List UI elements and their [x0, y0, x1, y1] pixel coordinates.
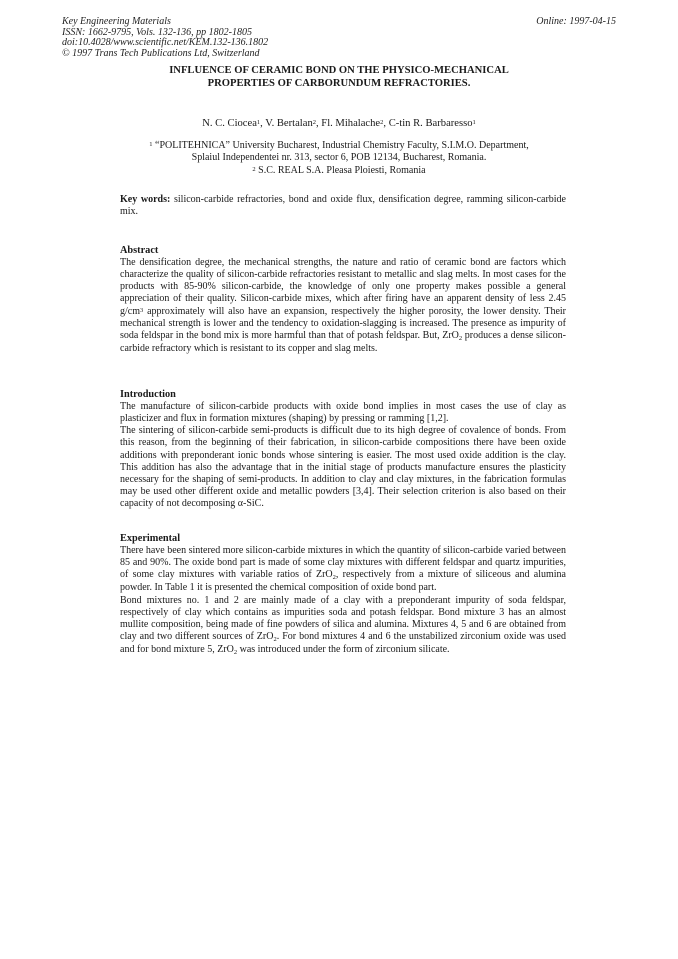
author-3: Fl. Mihalache$^2$,: [321, 118, 389, 129]
paper-title: [90, 65, 588, 90]
affiliations: [90, 140, 588, 177]
affiliation-1-line-1: $^1$ “POLITEHNICA” University Bucharest, Industrial Chemistry Faculty, S.I.M.O. Department,: [149, 140, 529, 151]
introduction-paragraph-1: The manufacture of silicon-carbide products with oxide bond implies in most cases the use of clay as plasticizer and flux in formation mixtures (shaping) by pressing or ramming [1,2].: [120, 401, 566, 425]
keywords: [120, 194, 566, 218]
copyright-line: © 1997 Trans Tech Publications Ltd, Switzerland: [62, 47, 260, 59]
affiliation-1-line-2: Splaiul Independentei nr. 313, sector 6, POB 12134, Bucharest, Romania.: [191, 152, 487, 164]
publication-metadata: [62, 17, 268, 59]
abstract-text: The densification degree, the mechanical strengths, the nature and ratio of ceramic bond are factors which characterize the quality of silicon-carbide refractories resistant to metallic and slag melts. In most cases for the products with 85-90% silicon-carbide, the knowledge of only one property makes possible a general appreciation of their quality. Silicon-carbide mixes, which after firing have an apparent density of less 2.45 $g/cm^3$ approximately will also have an expansion, respectively the higher porosity, the lower density. Their mechanical strength is lower and the tendency to oxidation-slagging is increased. The presence as impurity of soda feldspar in the bond mix is more harmful than that of potash feldspar. But, ZrO$_2$ produces a dense silicon-carbide refractory which is resistant to its copper and slag melts.: [120, 257, 566, 355]
abstract-heading: Abstract: [120, 245, 159, 256]
issn-line: ISSN: 1662-9795, Vols. 132-136, pp 1802-1805: [62, 26, 252, 38]
online-date: Online: 1997-04-15: [536, 16, 616, 27]
affiliation-2: $^2$ S.C. REAL S.A. Pleasa Ploiesti, Romania: [252, 164, 426, 176]
journal-name: Key Engineering Materials: [62, 16, 171, 27]
author-1: N. C. Ciocea$^1$,: [202, 118, 266, 129]
experimental-paragraph-2: Bond mixtures no. 1 and 2 are mainly made of a clay with a preponderant impurity of soda feldspar, respectively of clay which contains as impurities soda and potash feldspar. Bond mixture 3 has an almost mullite composition, being made of fine powders of silica and alumina. Mixtures 4, 5 and 6 are obtained from clay and two different sources of ZrO$_2$. For bond mixtures 4 and 6 the unstabilized zirconium oxide was used and for bond mixture 5, ZrO$_2$ was introduced under the form of zirconium silicate.: [120, 594, 566, 657]
title-line-1: INFLUENCE OF CERAMIC BOND ON THE PHYSICO-MECHANICAL: [169, 65, 509, 76]
experimental-heading: Experimental: [120, 533, 181, 544]
author-2: V. Bertalan$^2$,: [265, 118, 322, 129]
keywords-label: Key words:: [120, 194, 171, 205]
doi-line: doi:10.4028/www.scientific.net/KEM.132-136.1802: [62, 37, 269, 48]
author-4: C-tin R. Barbaresso$^1$: [388, 118, 476, 129]
experimental-paragraph-1: There have been sintered more silicon-carbide mixtures in which the quantity of silicon-carbide varied between 85 and 90%. The oxide bond part is made of some clay mixtures with different feldspar and quartz impurities, of some clay mixtures with variable ratios of ZrO$_2$, respectively from a mixture of siliceous and alumina powder. In Table 1 it is presented the chemical composition of oxide bond part.: [120, 545, 566, 594]
title-line-2: PROPERTIES OF CARBORUNDUM REFRACTORIES.: [207, 77, 471, 89]
introduction-section: [120, 389, 566, 510]
introduction-paragraph-2: The sintering of silicon-carbide semi-products is difficult due to its high degree of covalence of bonds. From this reason, from the beginning of their fabrication, in silicon-carbide compositions there have been oxide additions with preponderant ionic bonds whose sintering is easier. The most used oxide addition is the clay. This addition has also the advantage that in the initial stage of products manufacture ensures the plasticity necessary for the shaping of semi-products. In addition to clay and clay mixtures, in the fabrication formulas may be used other different oxide and metallic powders [3,4]. Their selection criterion is also based on their capacity of not decomposing α-SiC.: [120, 425, 566, 510]
author-list: [90, 117, 588, 130]
keywords-text: silicon-carbide refractories, bond and oxide flux, densification degree, ramming silicon-carbide mix.: [120, 194, 566, 217]
introduction-heading: Introduction: [120, 389, 176, 400]
abstract-section: [120, 245, 566, 355]
experimental-section: [120, 533, 566, 657]
